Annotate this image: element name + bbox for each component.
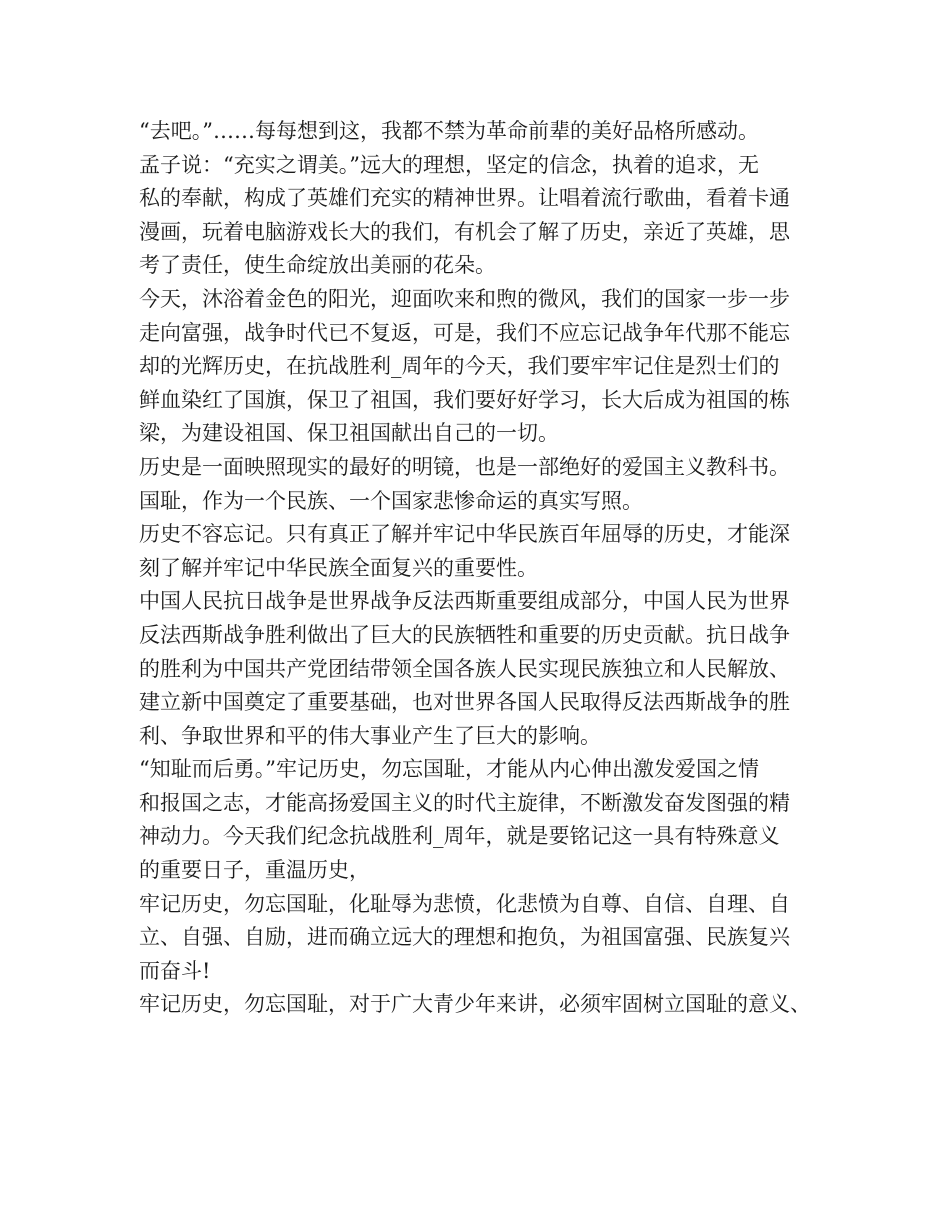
text-line: 漫画，玩着电脑游戏长大的我们，有机会了解了历史，亲近了英雄，思 <box>139 219 790 244</box>
text-line: 反法西斯战争胜利做出了巨大的民族牺牲和重要的历史贡献。抗日战争 <box>139 622 790 647</box>
text-line: 牢记历史，勿忘国耻，化耻辱为悲愤，化悲愤为自尊、自信、自理、自 <box>139 891 790 916</box>
text-line: 今天，沐浴着金色的阳光，迎面吹来和煦的微风，我们的国家一步一步 <box>139 286 790 311</box>
text-line: 历史不容忘记。只有真正了解并牢记中华民族百年屈辱的历史，才能深 <box>139 522 790 547</box>
text-line: 而奋斗! <box>139 958 211 983</box>
text-line: 却的光辉历史，在抗战胜利_周年的今天，我们要牢牢记住是烈士们的 <box>139 354 780 379</box>
text-line: 孟子说：“充实之谓美。”远大的理想，坚定的信念，执着的追求，无 <box>139 152 759 177</box>
text-line: 国耻，作为一个民族、一个国家悲惨命运的真实写照。 <box>139 488 643 513</box>
text-line: 鲜血染红了国旗，保卫了祖国，我们要好好学习，长大后成为祖国的栋 <box>139 387 790 412</box>
text-line: 私的奉献，构成了英雄们充实的精神世界。让唱着流行歌曲，看着卡通 <box>139 186 790 211</box>
text-line: 历史是一面映照现实的最好的明镜，也是一部绝好的爱国主义教科书。 <box>139 454 790 479</box>
text-line: 神动力。今天我们纪念抗战胜利_周年，就是要铭记这一具有特殊意义 <box>139 824 780 849</box>
text-line: 建立新中国奠定了重要基础，也对世界各国人民取得反法西斯战争的胜 <box>139 690 790 715</box>
text-line: 利、争取世界和平的伟大事业产生了巨大的影响。 <box>139 723 601 748</box>
text-line: “去吧。”……每每想到这，我都不禁为革命前辈的美好品格所感动。 <box>139 119 759 143</box>
text-line: 梁，为建设祖国、保卫祖国献出自己的一切。 <box>139 421 559 446</box>
text-line: 考了责任，使生命绽放出美丽的花朵。 <box>139 253 496 278</box>
text-line: “知耻而后勇。”牢记历史，勿忘国耻，才能从内心伸出激发爱国之情 <box>139 757 759 782</box>
document-page <box>139 115 829 1022</box>
text-line: 刻了解并牢记中华民族全面复兴的重要性。 <box>139 555 538 580</box>
text-line: 立、自强、自励，进而确立远大的理想和抱负，为祖国富强、民族复兴 <box>139 925 790 950</box>
text-line: 和报国之志，才能高扬爱国主义的时代主旋律，不断激发奋发图强的精 <box>139 790 790 815</box>
text-line: 的胜利为中国共产党团结带领全国各族人民实现民族独立和人民解放、 <box>139 656 790 681</box>
text-line: 的重要日子，重温历史， <box>139 858 370 883</box>
text-line: 走向富强，战争时代已不复返，可是，我们不应忘记战争年代那不能忘 <box>139 320 790 345</box>
text-line: 牢记历史，勿忘国耻，对于广大青少年来讲，必须牢固树立国耻的意义、 <box>139 992 811 1017</box>
text-line: 中国人民抗日战争是世界战争反法西斯重要组成部分，中国人民为世界 <box>139 589 790 614</box>
